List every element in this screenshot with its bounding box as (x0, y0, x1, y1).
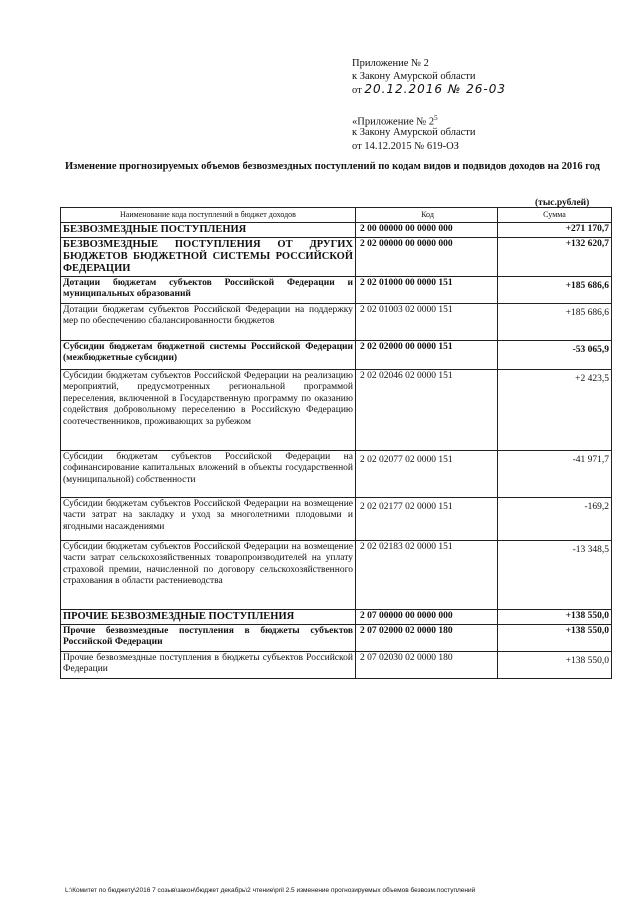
row-name: БЕЗВОЗМЕЗДНЫЕ ПОСТУПЛЕНИЯ ОТ ДРУГИХ БЮДЖЕТОВ БЮДЖЕТНОЙ СИСТЕМЫ РОССИЙСКОЙ ФЕДЕРАЦИИ (61, 237, 356, 276)
row-sum: -41 971,7 (498, 450, 612, 497)
row-sum: +138 550,0 (498, 651, 612, 678)
row-name: ПРОЧИЕ БЕЗВОЗМЕЗДНЫЕ ПОСТУПЛЕНИЯ (61, 609, 356, 624)
header-code: Код (356, 208, 498, 223)
row-name: Субсидии бюджетам субъектов Российской Федерации на возмещение части затрат сельскохозяйственных товаропроизводителей на уплату страховой премии, начисленной по договору сельскохозяйственного страхования в области растениеводства (61, 540, 356, 609)
row-name: Дотации бюджетам субъектов Российской Федерации на поддержку мер по обеспечению сбалансированности бюджетов (61, 303, 356, 340)
appendix-title: Приложение № 2 (352, 58, 429, 69)
units-label: (тыс.рублей) (535, 198, 590, 208)
law-reference: к Закону Амурской области (352, 71, 476, 82)
table-row (61, 237, 612, 276)
row-sum: -169,2 (498, 497, 612, 540)
prev-appendix-sup: 5 (434, 114, 438, 122)
header-sum: Сумма (498, 208, 612, 223)
row-code: 2 07 02000 02 0000 180 (356, 624, 498, 651)
row-name: Субсидии бюджетам субъектов Российской Федерации на возмещение части затрат на закладку и уход за многолетними плодовыми и ягодными насаждениями (61, 497, 356, 540)
row-code: 2 00 00000 00 0000 000 (356, 222, 498, 237)
row-name: Дотации бюджетам субъектов Российской Федерации и муниципальных образований (61, 276, 356, 303)
prev-law-date: от 14.12.2015 № 619-ОЗ (352, 141, 459, 152)
row-name: Прочие безвозмездные поступления в бюджеты субъектов Российской Федерации (61, 651, 356, 678)
table-row (61, 540, 612, 609)
prev-appendix-label: «Приложение № 2 (352, 116, 435, 128)
row-sum: +138 550,0 (498, 624, 612, 651)
row-code: 2 02 02177 02 0000 151 (356, 497, 498, 540)
row-code: 2 02 02046 02 0000 151 (356, 369, 498, 450)
table-row (61, 276, 612, 303)
header-name: Наименование кода поступлений в бюджет доходов (61, 208, 356, 223)
table-row (61, 303, 612, 340)
row-code: 2 02 02183 02 0000 151 (356, 540, 498, 609)
row-name: Субсидии бюджетам субъектов Российской Федерации на реализацию мероприятий, предусмотренных региональной программой переселения, включенной в Государственную программу по оказанию содействия добровольному переселению в Российскую Федерацию соотечественников, проживающих за рубежом (61, 369, 356, 450)
row-code: 2 07 02030 02 0000 180 (356, 651, 498, 678)
document-title: Изменение прогнозируемых объемов безвозмездных поступлений по кодам видов и подвидов доходов на 2016 год (65, 161, 600, 172)
row-code: 2 07 00000 00 0000 000 (356, 609, 498, 624)
row-code: 2 02 02000 00 0000 151 (356, 340, 498, 369)
row-sum: +185 686,6 (498, 276, 612, 303)
row-name: Субсидии бюджетам бюджетной системы Российской Федерации (межбюджетные субсидии) (61, 340, 356, 369)
date-prefix: от (352, 85, 362, 96)
table-row (61, 497, 612, 540)
row-name: Прочие безвозмездные поступления в бюджеты субъектов Российской Федерации (61, 624, 356, 651)
row-name: БЕЗВОЗМЕЗДНЫЕ ПОСТУПЛЕНИЯ (61, 222, 356, 237)
table-row (61, 624, 612, 651)
row-code: 2 02 00000 00 0000 000 (356, 237, 498, 276)
table-row (61, 609, 612, 624)
table-row (61, 450, 612, 497)
table-row (61, 340, 612, 369)
prev-law-reference: к Закону Амурской области (352, 127, 476, 138)
table-row (61, 222, 612, 237)
row-sum: +132 620,7 (498, 237, 612, 276)
row-code: 2 02 02077 02 0000 151 (356, 450, 498, 497)
row-code: 2 02 01000 00 0000 151 (356, 276, 498, 303)
row-sum: +185 686,6 (498, 303, 612, 340)
row-code: 2 02 01003 02 0000 151 (356, 303, 498, 340)
row-sum: -13 348,5 (498, 540, 612, 609)
table-header-row (61, 208, 612, 223)
row-sum: +2 423,5 (498, 369, 612, 450)
row-sum: +138 550,0 (498, 609, 612, 624)
row-name: Субсидии бюджетам субъектов Российской Федерации на софинансирование капитальных вложений в объекты государственной (муниципальной) собственности (61, 450, 356, 497)
law-date-line (352, 83, 506, 97)
row-sum: -53 065,9 (498, 340, 612, 369)
row-sum: +271 170,7 (498, 222, 612, 237)
handwritten-date-number: 20.12.2016 № 26-03 (364, 82, 507, 96)
table-row (61, 651, 612, 678)
revenue-table (60, 207, 612, 679)
file-path-footer: L:\Комитет по бюджету\2016 7 созыв\закон\бюджет декабрь\2 чтение\pril 2.5 изменение прогнозируемых объемов безвозм.поступлений (65, 887, 476, 894)
table-row (61, 369, 612, 450)
